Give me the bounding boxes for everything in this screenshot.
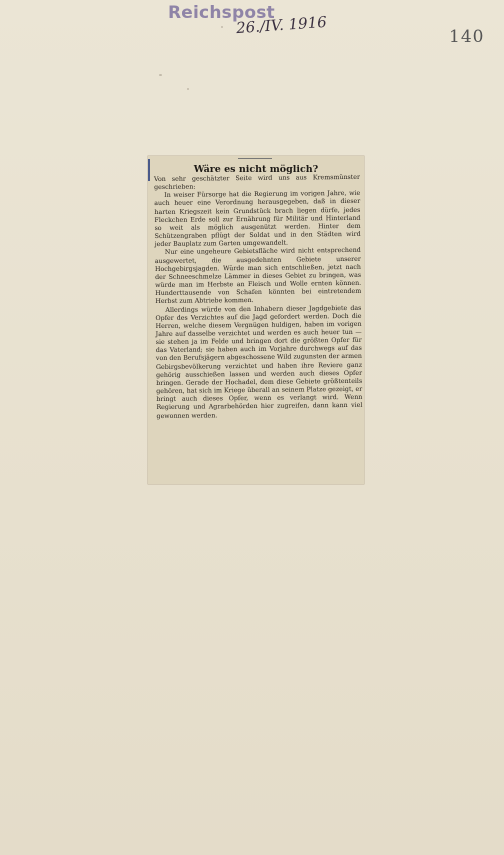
page-number: 140 bbox=[449, 27, 485, 47]
handwritten-date: 26./IV. 1916 bbox=[235, 12, 328, 38]
clipping-rule bbox=[238, 158, 272, 159]
article-body bbox=[154, 174, 363, 421]
paper-speck bbox=[159, 74, 162, 76]
article-title: Wäre es nicht möglich? bbox=[193, 164, 319, 175]
article-paragraph: Allerdings würde von den Inhabern dieser Jagdgebiete das Opfer des Verzichtes auf die Jagd gefordert werden. Doch die Herren, welche diesem Vergnügen huldigen, haben im vorigen Jahre auf dasselbe verzichtet und werden es auch heuer tun — sie stehen ja im Felde und bringen dort die größten Opfer für das Vaterland; sie haben auch im Vorjahre durchwegs auf das von den Berufsjägern abgeschossene Wild zugunsten der armen Gebirgsbevölkerung verzichtet und haben ihre Reviere ganz gehörig ausschießen lassen und werden auch dieses Opfer bringen. Gerade der Hochadel, dem diese Gebiete größtenteils gehören, hat sich im Kriege überall an seinem Platze gezeigt, er bringt auch dieses Opfer, wenn es verlangt wird. Wenn Regierung und Agrarbehörden hier zugreifen, dann kann viel gewonnen werden. bbox=[155, 304, 363, 420]
article-paragraph: Von sehr geschätzter Seite wird uns aus Kremsmünster geschrieben: bbox=[154, 173, 361, 192]
paper-speck bbox=[221, 26, 223, 28]
article-paragraph: In weiser Fürsorge hat die Regierung im vorigen Jahre, wie auch heuer eine Verordnung herausgegeben, daß in dieser harten Kriegszeit kein Grundstück brach liegen dürfe, jedes Fleckchen Erde soll zur Ernährung für Militär und Hinterland so weit als möglich ausgenützt werden. Hinter dem Schützengraben pflügt der Soldat und in den Städten wird jeder Bauplatz zum Garten umgewandelt. bbox=[154, 190, 361, 249]
paper-speck bbox=[187, 88, 189, 90]
newspaper-clipping bbox=[148, 156, 364, 484]
newspaper-stamp: Reichspost bbox=[168, 3, 275, 23]
article-paragraph: Nur eine ungeheure Gebietsfläche wird nicht entsprechend ausgewertet, die ausgedehnten Gebiete unserer Hochgebirgsjagden. Würde man sich entschließen, jetzt nach der Schneeschmelze Lämmer in dieses Gebiet zu bringen, was würde man im Herbste an Fleisch und Wolle ernten können. Hunderttausende von Schafen könnten bei eintretendem Herbst zum Abtriebe kommen. bbox=[154, 247, 362, 306]
